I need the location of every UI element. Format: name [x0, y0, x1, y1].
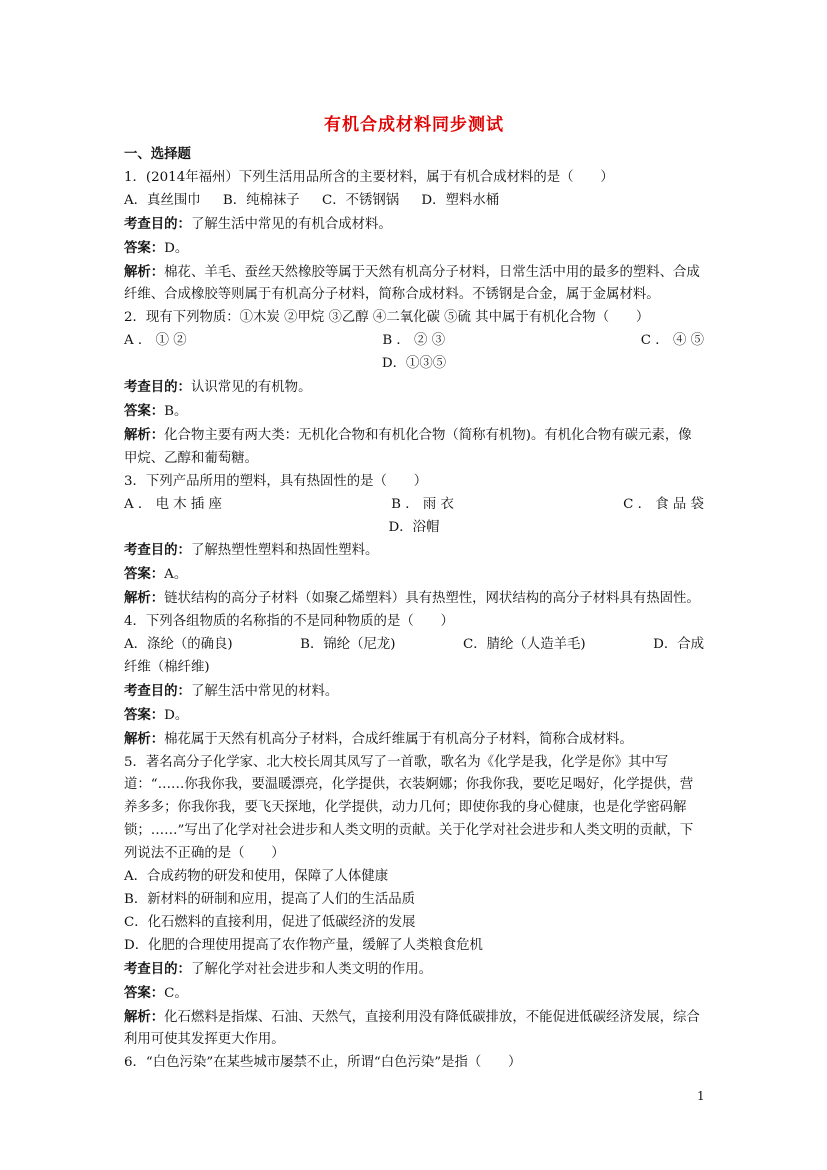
q1-stem: 1．(2014年福州）下列生活用品所含的主要材料，属于有机合成材料的是（ ）	[124, 169, 614, 185]
document-page	[124, 110, 704, 1075]
q3-stem: 3．下列产品所用的塑料，具有热固性的是（ ）	[124, 473, 428, 489]
page-number: 1	[697, 1089, 705, 1103]
q2-options-row	[124, 330, 704, 353]
q5-option-b: B．新材料的研制和应用，提高了人们的生活品质	[124, 892, 416, 907]
q2-option-d: D．①③⑤	[381, 356, 447, 372]
q1-option-b: B．纯棉袜子	[222, 192, 300, 208]
q4-option-d: D．合成	[653, 637, 704, 653]
q4-option-c: C．腈纶（人造羊毛)	[463, 637, 586, 653]
q1-explanation: 解析：棉花、羊毛、蚕丝天然橡胶等属于天然有机高分子材料，日常生活中用的最多的塑料、合成纤维、合成橡胶等则属于有机高分子材料，简称合成材料。不锈钢是合金，属于金属材料。	[124, 263, 700, 303]
q5-option-d: D．化肥的合理使用提高了农作物产量，缓解了人类粮食危机	[124, 937, 483, 953]
q3-options-row	[124, 494, 704, 517]
q3-option-a: A ． 电 木 插 座	[124, 496, 222, 512]
q2-aim: 考查目的：认识常见的有机物。	[124, 379, 312, 396]
q1-answer: 答案：D。	[124, 239, 189, 256]
q2-option-c: C ． ④ ⑤	[640, 333, 704, 349]
q2-option-b: B ． ② ③	[382, 333, 446, 349]
q3-option-d: D．浴帽	[388, 519, 440, 535]
section-heading: 一、选择题	[124, 146, 191, 162]
q5-aim: 考查目的：了解化学对社会进步和人类文明的作用。	[124, 960, 432, 977]
document-title: 有机合成材料同步测试	[324, 115, 504, 135]
q4-answer: 答案：D。	[124, 706, 189, 723]
q5-stem: 5．著名高分子化学家、北大校长周其凤写了一首歌，歌名为《化学是我，化学是你》其中写道：“……你我你我，要温暖漂亮，化学提供，衣装婀娜；你我你我，要吃足喝好，化学提供，营养多多；你我你我，要飞天探地，化学提供，动力几何；即使你我的身心健康，也是化学密码解锁；……”写出了化学对社会进步和人类文明的贡献。关于化学对社会进步和人类文明的贡献，下列说法不正确的是（ ）	[124, 754, 694, 862]
q2-option-a: A ． ① ②	[124, 333, 187, 349]
q1-option-d: D．塑料水桶	[421, 192, 500, 208]
q4-option-b: B．锦纶（尼龙)	[300, 637, 396, 653]
q4-aim: 考查目的：了解生活中常见的材料。	[124, 682, 339, 699]
q4-option-a: A．涤纶（的确良)	[124, 637, 233, 653]
q3-option-c: C ． 食 品 袋	[623, 496, 704, 512]
q4-stem: 4．下列各组物质的名称指的不是同种物质的是（ ）	[124, 614, 454, 630]
q5-option-c: C．化石燃料的直接利用，促进了低碳经济的发展	[124, 914, 416, 930]
q4-explanation: 解析：棉花属于天然有机高分子材料，合成纤维属于有机高分子材料，简称合成材料。	[124, 730, 633, 747]
q3-option-b: B ． 雨 衣	[391, 496, 454, 512]
q5-explanation: 解析：化石燃料是指煤、石油、天然气，直接利用没有降低碳排放，不能促进低碳经济发展，综合利用可使其发挥更大作用。	[124, 1008, 700, 1048]
q1-option-c: C．不锈钢锅	[321, 192, 400, 208]
q2-explanation: 解析：化合物主要有两大类：无机化合物和有机化合物（简称有机物)。有机化合物有碳元素，像甲烷、乙醇和葡萄糖。	[124, 426, 692, 466]
q1-options	[124, 190, 704, 213]
q5-answer: 答案：C。	[124, 984, 188, 1001]
q3-answer: 答案：A。	[124, 566, 188, 583]
q4-option-d-tail: 纤维（棉纤维)	[124, 659, 210, 675]
q2-answer: 答案：B。	[124, 402, 188, 419]
q5-option-a: A．合成药物的研发和使用，保障了人体健康	[124, 869, 389, 885]
q1-option-a: A．真丝围巾	[124, 192, 201, 208]
q1-aim: 考查目的：了解生活中常见的有机合成材料。	[124, 215, 392, 232]
q6-stem: 6．“白色污染”在某些城市屡禁不止，所谓“白色污染”是指（ ）	[124, 1055, 522, 1071]
q2-stem: 2．现有下列物质：①木炭 ②甲烷 ③乙醇 ④二氧化碳 ⑤硫 其中属于有机化合物（ ）	[124, 310, 650, 326]
q3-explanation: 解析：链状结构的高分子材料（如聚乙烯塑料）具有热塑性，网状结构的高分子材料具有热固性。	[124, 590, 700, 607]
q4-options-row	[124, 634, 704, 657]
q3-aim: 考查目的：了解热塑性塑料和热固性塑料。	[124, 542, 379, 559]
